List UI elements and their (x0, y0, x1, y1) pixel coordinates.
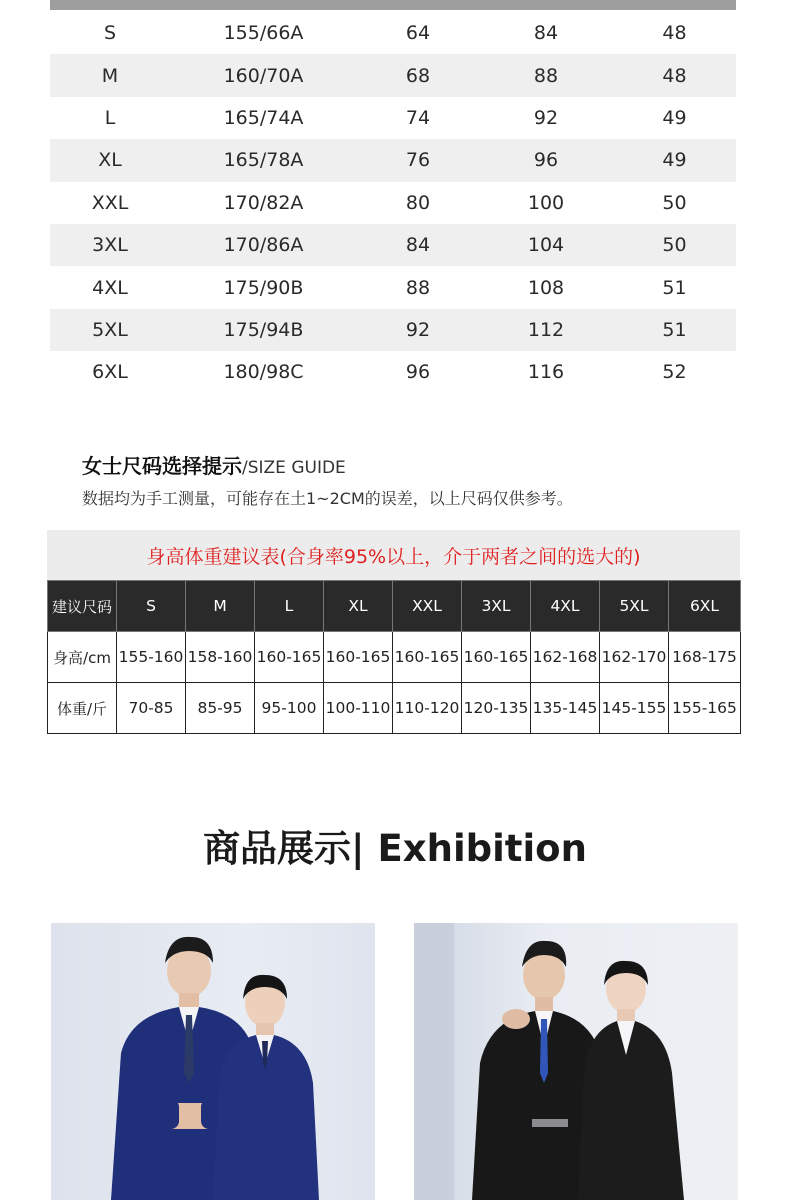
row-label: 建议尺码 (48, 581, 117, 632)
table-cell: 49 (662, 106, 687, 129)
table-cell: 6XL (92, 361, 128, 384)
table-cell: 160-165 (462, 632, 531, 683)
table-cell: L (104, 106, 116, 129)
size-guide-title-cn: 女士尺码选择提示 (82, 454, 242, 478)
table-cell: 4XL (531, 581, 600, 632)
table-cell: 92 (405, 318, 431, 341)
table-cell: 158-160 (186, 632, 255, 683)
table-cell: 48 (662, 64, 687, 87)
size-guide-title-en: /SIZE GUIDE (242, 458, 346, 478)
size-chart-table (50, 12, 736, 394)
table-row (50, 54, 736, 96)
table-cell: XL (98, 149, 122, 172)
table-cell: 160/70A (223, 64, 304, 87)
table-cell: 51 (662, 318, 687, 341)
table-cell: 160-165 (393, 632, 462, 683)
table-cell: 85-95 (186, 683, 255, 734)
table-cell: 170/86A (223, 234, 304, 257)
table-cell: 160-165 (255, 632, 324, 683)
table-cell: 155-160 (117, 632, 186, 683)
table-cell: 48 (662, 22, 687, 45)
row-label: 体重/斤 (48, 683, 117, 734)
table-row (50, 12, 736, 54)
weight-row (48, 683, 741, 734)
table-cell: 96 (405, 361, 431, 384)
table-cell: L (255, 581, 324, 632)
table-cell: 50 (662, 234, 687, 257)
table-header-row (48, 581, 741, 632)
table-cell: 116 (527, 361, 565, 384)
table-cell: 120-135 (462, 683, 531, 734)
table-row (50, 351, 736, 393)
size-guide-title (82, 450, 346, 479)
table-cell: 3XL (462, 581, 531, 632)
exhibition-title: 商品展示| Exhibition (203, 827, 587, 870)
table-cell: 170/82A (223, 191, 304, 214)
table-cell: 88 (533, 64, 559, 87)
table-cell: 50 (662, 191, 687, 214)
table-cell: 168-175 (669, 632, 741, 683)
table-cell: 5XL (92, 318, 128, 341)
table-cell: 49 (662, 149, 687, 172)
table-cell: 155-165 (669, 683, 741, 734)
table-cell: 175/90B (223, 276, 304, 299)
table-cell: 162-168 (531, 632, 600, 683)
table-cell: 92 (533, 106, 559, 129)
table-cell: M (101, 64, 119, 87)
recommendation-banner: 身高体重建议表(合身率95%以上，介于两者之间的选大的) (47, 530, 740, 580)
table-cell: 5XL (600, 581, 669, 632)
table-cell: 162-170 (600, 632, 669, 683)
table-cell: 108 (527, 276, 565, 299)
table-cell: XL (324, 581, 393, 632)
table-cell: 100 (527, 191, 565, 214)
table-row (50, 97, 736, 139)
table-cell: 70-85 (117, 683, 186, 734)
table-cell: 180/98C (223, 361, 304, 384)
table-cell: S (117, 581, 186, 632)
table-cell: 95-100 (255, 683, 324, 734)
table-cell: 110-120 (393, 683, 462, 734)
table-cell: 80 (405, 191, 431, 214)
table-cell: 100-110 (324, 683, 393, 734)
table-cell: 52 (662, 361, 687, 384)
table-cell: 165/78A (223, 149, 304, 172)
table-cell: XXL (91, 191, 129, 214)
table-row (50, 224, 736, 266)
table-cell: 96 (533, 149, 559, 172)
table-cell: 74 (405, 106, 431, 129)
table-top-bar (50, 0, 736, 10)
height-weight-table (47, 580, 741, 734)
table-cell: 145-155 (600, 683, 669, 734)
table-cell: 64 (405, 22, 431, 45)
table-cell: 4XL (92, 276, 128, 299)
table-cell: 3XL (92, 234, 128, 257)
table-cell: 135-145 (531, 683, 600, 734)
table-cell: 84 (533, 22, 559, 45)
table-cell: 88 (405, 276, 431, 299)
product-photo-black (414, 923, 738, 1200)
table-cell: 76 (405, 149, 431, 172)
table-cell: 68 (405, 64, 431, 87)
table-cell: 165/74A (223, 106, 304, 129)
product-photo-navy (51, 923, 375, 1200)
height-row (48, 632, 741, 683)
table-cell: 6XL (669, 581, 741, 632)
table-cell: 51 (662, 276, 687, 299)
size-guide-note: 数据均为手工测量，可能存在土1~2CM的误差，以上尺码仅供参考。 (82, 489, 573, 508)
table-cell: M (186, 581, 255, 632)
table-row (50, 139, 736, 181)
table-cell: 84 (405, 234, 431, 257)
table-cell: 104 (527, 234, 565, 257)
table-cell: XXL (393, 581, 462, 632)
table-cell: 112 (527, 318, 565, 341)
table-cell: S (103, 22, 117, 45)
navy-suit-models-image (51, 923, 375, 1200)
black-suit-models-image (414, 923, 738, 1200)
table-row (50, 182, 736, 224)
table-cell: 175/94B (223, 318, 304, 341)
table-row (50, 266, 736, 308)
table-row (50, 309, 736, 351)
table-cell: 160-165 (324, 632, 393, 683)
row-label: 身高/cm (48, 632, 117, 683)
table-cell: 155/66A (223, 22, 304, 45)
